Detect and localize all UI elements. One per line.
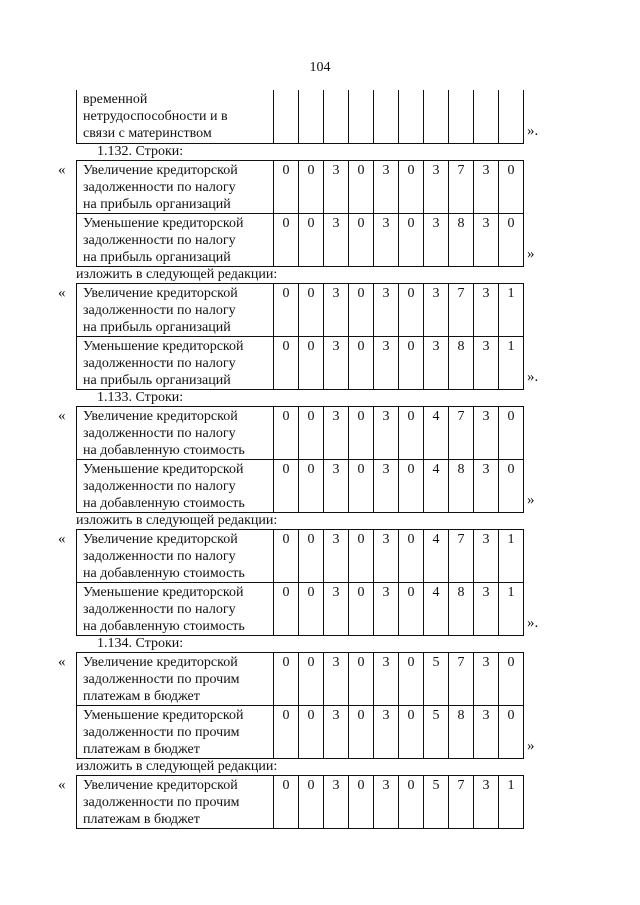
row-label: [77, 407, 274, 460]
row-label-line: на прибыль организаций: [83, 320, 231, 335]
code-digit-cell: 0: [499, 407, 524, 460]
code-digit-cell: 0: [299, 161, 324, 214]
row-label: [77, 530, 274, 583]
row-label-line: Уменьшение кредиторской: [83, 585, 244, 600]
code-digit-cell: [449, 90, 474, 143]
row-label: [77, 583, 274, 636]
opening-quote: «: [58, 654, 66, 670]
row-label-line: на прибыль организаций: [83, 197, 231, 212]
code-digit-cell: 3: [324, 407, 349, 460]
row-label-line: задолженности по налогу: [83, 303, 236, 318]
code-digit-cell: 7: [449, 161, 474, 214]
row-label-line: на добавленную стоимость: [83, 619, 245, 634]
row-label-line: платежам в бюджет: [83, 742, 200, 757]
code-digit-cell: 3: [374, 776, 399, 829]
code-table-old: [76, 406, 524, 513]
code-digit-cell: 3: [324, 530, 349, 583]
code-digit-cell: [349, 90, 374, 143]
closing-quote: »: [527, 492, 535, 508]
code-digit-cell: 5: [424, 776, 449, 829]
row-label-line: на добавленную стоимость: [83, 496, 245, 511]
code-digit-cell: 3: [474, 583, 499, 636]
code-digit-cell: 3: [474, 460, 499, 513]
code-digit-cell: 5: [424, 706, 449, 759]
code-table-new: [76, 775, 524, 829]
code-digit-cell: 3: [374, 653, 399, 706]
code-digit-cell: 0: [349, 706, 374, 759]
code-digit-cell: 1: [499, 530, 524, 583]
instruction-text: изложить в следующей редакции:: [76, 759, 278, 774]
code-digit-cell: 3: [324, 460, 349, 513]
code-digit-cell: 0: [399, 407, 424, 460]
opening-quote: «: [58, 408, 66, 424]
code-digit-cell: 3: [424, 161, 449, 214]
code-digit-cell: 3: [324, 337, 349, 390]
code-digit-cell: 4: [424, 530, 449, 583]
row-label-line: нетрудоспособности и в: [83, 109, 228, 124]
row-label: [77, 161, 274, 214]
code-digit-cell: 0: [274, 653, 299, 706]
code-digit-cell: 0: [399, 530, 424, 583]
code-digit-cell: 0: [499, 460, 524, 513]
code-digit-cell: 4: [424, 460, 449, 513]
row-label-line: Уменьшение кредиторской: [83, 708, 244, 723]
row-label-line: Увеличение кредиторской: [83, 655, 238, 670]
row-label-line: на добавленную стоимость: [83, 443, 245, 458]
code-digit-cell: 0: [499, 214, 524, 267]
code-digit-cell: 0: [299, 407, 324, 460]
code-digit-cell: 0: [274, 583, 299, 636]
row-label-line: Увеличение кредиторской: [83, 532, 238, 547]
row-label-line: задолженности по налогу: [83, 549, 236, 564]
table-row: [77, 653, 524, 706]
code-digit-cell: 0: [299, 337, 324, 390]
code-digit-cell: 3: [424, 337, 449, 390]
code-digit-cell: 3: [374, 460, 399, 513]
code-table-new: [76, 529, 524, 636]
row-label-line: Увеличение кредиторской: [83, 409, 238, 424]
table-row: [77, 337, 524, 390]
code-digit-cell: 0: [399, 460, 424, 513]
code-digit-cell: 1: [499, 284, 524, 337]
row-label-line: платежам в бюджет: [83, 689, 200, 704]
code-digit-cell: 0: [349, 460, 374, 513]
code-digit-cell: 0: [274, 776, 299, 829]
code-digit-cell: 0: [349, 284, 374, 337]
code-digit-cell: 3: [424, 284, 449, 337]
code-digit-cell: 8: [449, 337, 474, 390]
code-digit-cell: 0: [399, 337, 424, 390]
table-row: [77, 214, 524, 267]
code-digit-cell: 3: [324, 776, 349, 829]
code-digit-cell: 0: [299, 706, 324, 759]
code-digit-cell: 7: [449, 653, 474, 706]
code-digit-cell: 0: [274, 407, 299, 460]
table-row: [77, 284, 524, 337]
code-digit-cell: 7: [449, 530, 474, 583]
code-digit-cell: 3: [474, 776, 499, 829]
row-label-line: задолженности по прочим: [83, 672, 240, 687]
row-label: [77, 653, 274, 706]
table-row: [77, 583, 524, 636]
code-digit-cell: [399, 90, 424, 143]
row-label-line: временной: [83, 92, 148, 107]
row-label: [77, 90, 274, 143]
code-digit-cell: 0: [349, 214, 374, 267]
code-digit-cell: 0: [274, 337, 299, 390]
row-label-line: Уменьшение кредиторской: [83, 462, 244, 477]
code-digit-cell: 0: [349, 653, 374, 706]
code-digit-cell: 3: [324, 653, 349, 706]
row-label-line: задолженности по прочим: [83, 725, 240, 740]
code-digit-cell: 0: [349, 776, 374, 829]
code-digit-cell: 3: [474, 530, 499, 583]
section-heading: 1.133. Строки:: [97, 390, 184, 405]
code-digit-cell: 0: [399, 776, 424, 829]
row-label-line: задолженности по прочим: [83, 795, 240, 810]
code-digit-cell: 0: [274, 161, 299, 214]
code-digit-cell: 0: [274, 284, 299, 337]
code-digit-cell: 0: [274, 530, 299, 583]
code-digit-cell: 7: [449, 284, 474, 337]
code-digit-cell: 0: [499, 161, 524, 214]
row-label-line: задолженности по налогу: [83, 479, 236, 494]
row-label-line: задолженности по налогу: [83, 233, 236, 248]
code-digit-cell: 3: [474, 284, 499, 337]
row-label: [77, 337, 274, 390]
code-digit-cell: 0: [399, 161, 424, 214]
row-label-line: задолженности по налогу: [83, 180, 236, 195]
code-digit-cell: 0: [299, 653, 324, 706]
code-digit-cell: 4: [424, 407, 449, 460]
code-digit-cell: 0: [274, 706, 299, 759]
code-digit-cell: 8: [449, 460, 474, 513]
code-digit-cell: 0: [399, 706, 424, 759]
code-digit-cell: [474, 90, 499, 143]
row-label-line: задолженности по налогу: [83, 602, 236, 617]
row-label: [77, 284, 274, 337]
code-digit-cell: 0: [274, 460, 299, 513]
opening-quote: «: [58, 285, 66, 301]
code-digit-cell: 0: [399, 653, 424, 706]
code-digit-cell: 0: [274, 214, 299, 267]
code-digit-cell: 0: [349, 337, 374, 390]
code-digit-cell: 0: [299, 776, 324, 829]
code-digit-cell: 0: [499, 653, 524, 706]
opening-quote: «: [58, 162, 66, 178]
table-row: [77, 407, 524, 460]
code-digit-cell: 3: [374, 284, 399, 337]
table-row: [77, 530, 524, 583]
instruction-text: изложить в следующей редакции:: [76, 513, 278, 528]
row-label: [77, 214, 274, 267]
code-digit-cell: 0: [349, 530, 374, 583]
code-digit-cell: 0: [399, 284, 424, 337]
code-digit-cell: 3: [474, 214, 499, 267]
code-table-old: [76, 160, 524, 267]
code-digit-cell: 3: [374, 407, 399, 460]
code-digit-cell: 3: [424, 214, 449, 267]
section-heading: 1.132. Строки:: [97, 144, 184, 159]
code-digit-cell: 0: [399, 214, 424, 267]
code-table-old: [76, 652, 524, 759]
table-row: [77, 90, 524, 143]
page-number: 104: [309, 60, 331, 75]
code-digit-cell: 5: [424, 653, 449, 706]
opening-quote: «: [58, 777, 66, 793]
code-digit-cell: 3: [374, 583, 399, 636]
table-row: [77, 161, 524, 214]
code-digit-cell: 0: [349, 583, 374, 636]
row-label: [77, 706, 274, 759]
code-digit-cell: 3: [474, 161, 499, 214]
closing-quote: ».: [527, 369, 539, 385]
code-digit-cell: 1: [499, 337, 524, 390]
code-digit-cell: 1: [499, 583, 524, 636]
code-digit-cell: 3: [374, 706, 399, 759]
code-digit-cell: 3: [474, 407, 499, 460]
code-digit-cell: 3: [324, 706, 349, 759]
row-label-line: на прибыль организаций: [83, 250, 231, 265]
row-label-line: связи с материнством: [83, 126, 212, 141]
code-digit-cell: 0: [499, 706, 524, 759]
closing-quote: »: [527, 738, 535, 754]
code-digit-cell: [499, 90, 524, 143]
row-label: [77, 460, 274, 513]
closing-quote: ».: [527, 123, 539, 139]
code-digit-cell: 3: [474, 706, 499, 759]
code-digit-cell: 8: [449, 583, 474, 636]
opening-quote: «: [58, 531, 66, 547]
row-label-line: задолженности по налогу: [83, 356, 236, 371]
code-table-continuation: [76, 90, 524, 144]
code-digit-cell: 8: [449, 214, 474, 267]
row-label-line: платежам в бюджет: [83, 812, 200, 827]
code-digit-cell: 0: [299, 583, 324, 636]
closing-quote: »: [527, 246, 535, 262]
code-digit-cell: 3: [474, 337, 499, 390]
code-digit-cell: [374, 90, 399, 143]
code-digit-cell: 3: [324, 583, 349, 636]
closing-quote: ».: [527, 615, 539, 631]
code-digit-cell: [424, 90, 449, 143]
code-digit-cell: 3: [374, 161, 399, 214]
code-digit-cell: 3: [374, 214, 399, 267]
code-digit-cell: 7: [449, 407, 474, 460]
code-digit-cell: 3: [374, 530, 399, 583]
instruction-text: изложить в следующей редакции:: [76, 267, 278, 282]
row-label-line: Уменьшение кредиторской: [83, 339, 244, 354]
table-row: [77, 706, 524, 759]
code-digit-cell: [299, 90, 324, 143]
code-digit-cell: 3: [324, 161, 349, 214]
code-digit-cell: [274, 90, 299, 143]
row-label-line: Увеличение кредиторской: [83, 163, 238, 178]
code-digit-cell: 4: [424, 583, 449, 636]
code-digit-cell: 0: [299, 214, 324, 267]
section-heading: 1.134. Строки:: [97, 636, 184, 651]
code-table-new: [76, 283, 524, 390]
row-label-line: задолженности по налогу: [83, 426, 236, 441]
code-digit-cell: 3: [374, 337, 399, 390]
code-digit-cell: 7: [449, 776, 474, 829]
code-digit-cell: 0: [349, 407, 374, 460]
code-digit-cell: 0: [299, 284, 324, 337]
table-row: [77, 776, 524, 829]
row-label-line: Увеличение кредиторской: [83, 778, 238, 793]
code-digit-cell: 0: [299, 460, 324, 513]
table-row: [77, 460, 524, 513]
row-label-line: Увеличение кредиторской: [83, 286, 238, 301]
code-digit-cell: 3: [324, 284, 349, 337]
code-digit-cell: 3: [474, 653, 499, 706]
code-digit-cell: 0: [299, 530, 324, 583]
code-digit-cell: [324, 90, 349, 143]
code-digit-cell: 0: [349, 161, 374, 214]
code-digit-cell: 0: [399, 583, 424, 636]
row-label-line: на прибыль организаций: [83, 373, 231, 388]
code-digit-cell: 3: [324, 214, 349, 267]
row-label: [77, 776, 274, 829]
row-label-line: Уменьшение кредиторской: [83, 216, 244, 231]
code-digit-cell: 1: [499, 776, 524, 829]
code-digit-cell: 8: [449, 706, 474, 759]
row-label-line: на добавленную стоимость: [83, 566, 245, 581]
